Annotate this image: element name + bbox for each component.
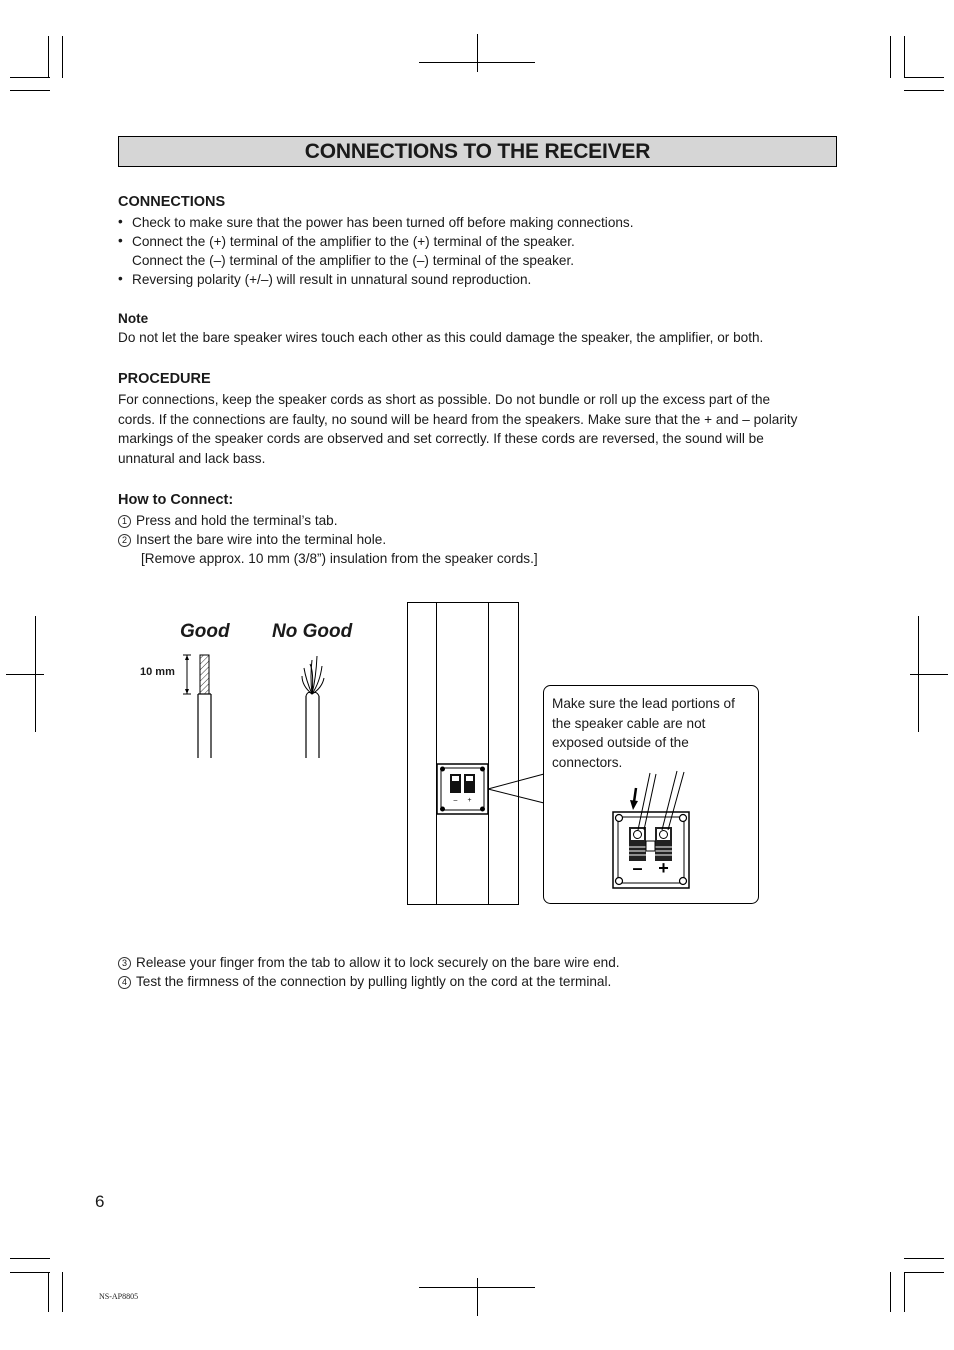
step-2-note: [Remove approx. 10 mm (3/8”) insulation from the speaker cords.] <box>141 551 538 566</box>
page-number: 6 <box>95 1192 105 1211</box>
bullet-dot: • <box>118 271 123 286</box>
callout-line: connectors. <box>552 754 623 770</box>
list-item: Check to make sure that the power has been turned off before making connections. <box>132 215 634 230</box>
list-item: Connect the (+) terminal of the amplifier to the (+) terminal of the speaker. <box>132 234 575 249</box>
note-text: Do not let the bare speaker wires touch each other as this could damage the speaker, the amplifier, or both. <box>118 330 764 345</box>
procedure-heading: PROCEDURE <box>118 371 211 387</box>
bullet-dot: • <box>118 233 123 248</box>
note-heading: Note <box>118 311 149 326</box>
wire-illustration <box>180 650 340 762</box>
big-terminal-minus: – <box>632 858 643 878</box>
step-number: 2 <box>118 534 131 547</box>
good-label: Good <box>180 621 230 642</box>
callout-line: Make sure the lead portions of <box>552 696 735 711</box>
callout-line: the speaker cable are not <box>552 715 706 731</box>
small-terminal-minus: – <box>453 797 458 804</box>
step-number: 1 <box>118 515 131 528</box>
step-text: Press and hold the terminal’s tab. <box>136 513 338 528</box>
step-number: 3 <box>118 957 131 970</box>
procedure-line: unnatural and lack bass. <box>118 450 266 466</box>
big-terminal-plus: + <box>658 858 669 878</box>
procedure-line: markings of the speaker cords are observed and set correctly. If these cords are reversed, the sound will be <box>118 431 764 446</box>
step-4 <box>118 972 611 992</box>
callout-text <box>552 694 735 772</box>
section-title: CONNECTIONS TO THE RECEIVER <box>304 139 651 163</box>
connections-heading: CONNECTIONS <box>118 194 226 210</box>
step-text: Insert the bare wire into the terminal hole. <box>136 532 387 547</box>
how-to-heading: How to Connect: <box>118 492 234 508</box>
dimension-label: 10 mm <box>140 666 175 678</box>
step-number: 4 <box>118 976 131 989</box>
section-title-bar <box>118 136 837 167</box>
callout-line: exposed outside of the <box>552 735 689 750</box>
bullet-dot: • <box>118 214 123 229</box>
step-text: Release your finger from the tab to allow it to lock securely on the bare wire end. <box>136 955 620 970</box>
step-1 <box>118 511 338 531</box>
small-terminal-plus: + <box>467 797 472 804</box>
list-item: Reversing polarity (+/–) will result in unnatural sound reproduction. <box>132 272 532 287</box>
procedure-text <box>118 390 848 468</box>
step-text: Test the firmness of the connection by pulling lightly on the cord at the terminal. <box>136 974 612 989</box>
step-2 <box>118 530 386 550</box>
no-good-label: No Good <box>272 621 353 642</box>
model-code: NS-AP8805 <box>99 1292 139 1301</box>
procedure-line: cords. If the connections are faulty, no sound will be heard from the speakers. Make sure that the + and – polarity <box>118 411 798 427</box>
list-item-continuation: Connect the (–) terminal of the amplifier to the (–) terminal of the speaker. <box>132 253 575 268</box>
step-3 <box>118 953 620 973</box>
procedure-line: For connections, keep the speaker cords as short as possible. Do not bundle or roll up the excess part of the <box>118 392 771 407</box>
